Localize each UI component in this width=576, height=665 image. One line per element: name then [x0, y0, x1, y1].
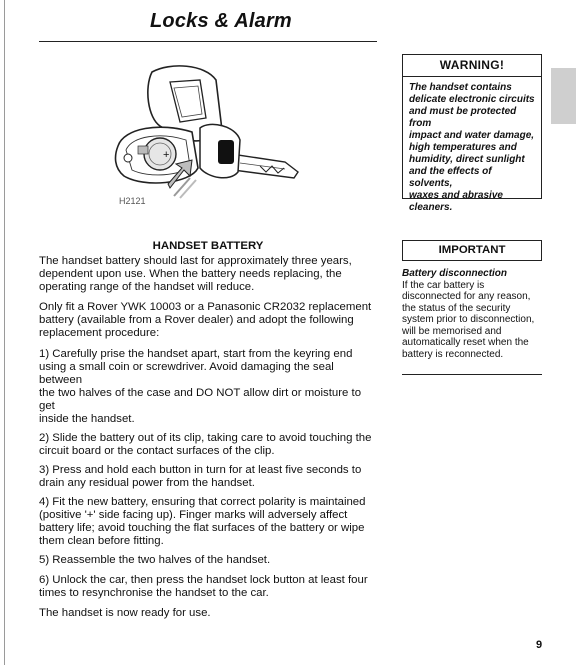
page-number: 9 — [536, 639, 543, 651]
important-bottom-rule — [402, 374, 542, 375]
main-content — [39, 240, 377, 620]
main-heading: HANDSET BATTERY — [152, 240, 264, 252]
battery-polarity-mark: + — [163, 149, 170, 161]
handset-battery-illustration — [100, 60, 330, 210]
paragraph-battery-type: Only fit a Rover YWK 10003 or a Panasonic CR2032 replacement battery (available from a Rover dealer) and adopt the following replacement procedure: — [39, 301, 372, 339]
step-5: 5) Reassemble the two halves of the handset. — [39, 554, 271, 566]
important-content — [402, 268, 542, 360]
warning-text: The handset contains delicate electronic circuits and must be protected from impact and water damage, high temperatures and humidity, direct sunlight and the effects of solvents, waxes and abrasive cleaners. — [409, 82, 535, 213]
step-3: 3) Press and hold each button in turn for at least five seconds to drain any residual power from the handset. — [39, 464, 362, 489]
step-1: 1) Carefully prise the handset apart, start from the keyring end using a small coin or screwdriver. Avoid damaging the seal between the two halves of the case and DO NOT allow dirt or moisture to get inside the handset. — [39, 348, 362, 425]
warning-box — [402, 54, 542, 213]
section-thumb-tab — [551, 68, 576, 124]
section-title: Locks & Alarm — [150, 10, 292, 32]
page-edge-rule — [4, 0, 5, 665]
important-heading: Battery disconnection — [402, 268, 508, 279]
important-title-box: IMPORTANT — [402, 240, 542, 261]
figure-code: H2121 — [119, 196, 146, 206]
closing-line: The handset is now ready for use. — [39, 607, 211, 619]
important-text: If the car battery is disconnected for any reason, the status of the security system prior to disconnection, will be memorised and automatically reset when the battery is reconnected. — [402, 279, 535, 360]
step-6: 6) Unlock the car, then press the handset lock button at least four times to resynchronise the handset to the car. — [39, 574, 368, 599]
step-2: 2) Slide the battery out of its clip, taking care to avoid touching the circuit board or the contact surfaces of the clip. — [39, 432, 372, 457]
title-underline — [39, 41, 377, 42]
paragraph-intro: The handset battery should last for approximately three years, dependent upon use. When the battery needs replacing, the operating range of the handset will reduce. — [39, 255, 352, 293]
step-4: 4) Fit the new battery, ensuring that correct polarity is maintained (positive '+' side facing up). Finger marks will adversely affect battery life; avoid touching the flat surfaces of the battery or wipe them clean before fitting. — [39, 496, 366, 547]
warning-title: WARNING! — [403, 55, 541, 77]
